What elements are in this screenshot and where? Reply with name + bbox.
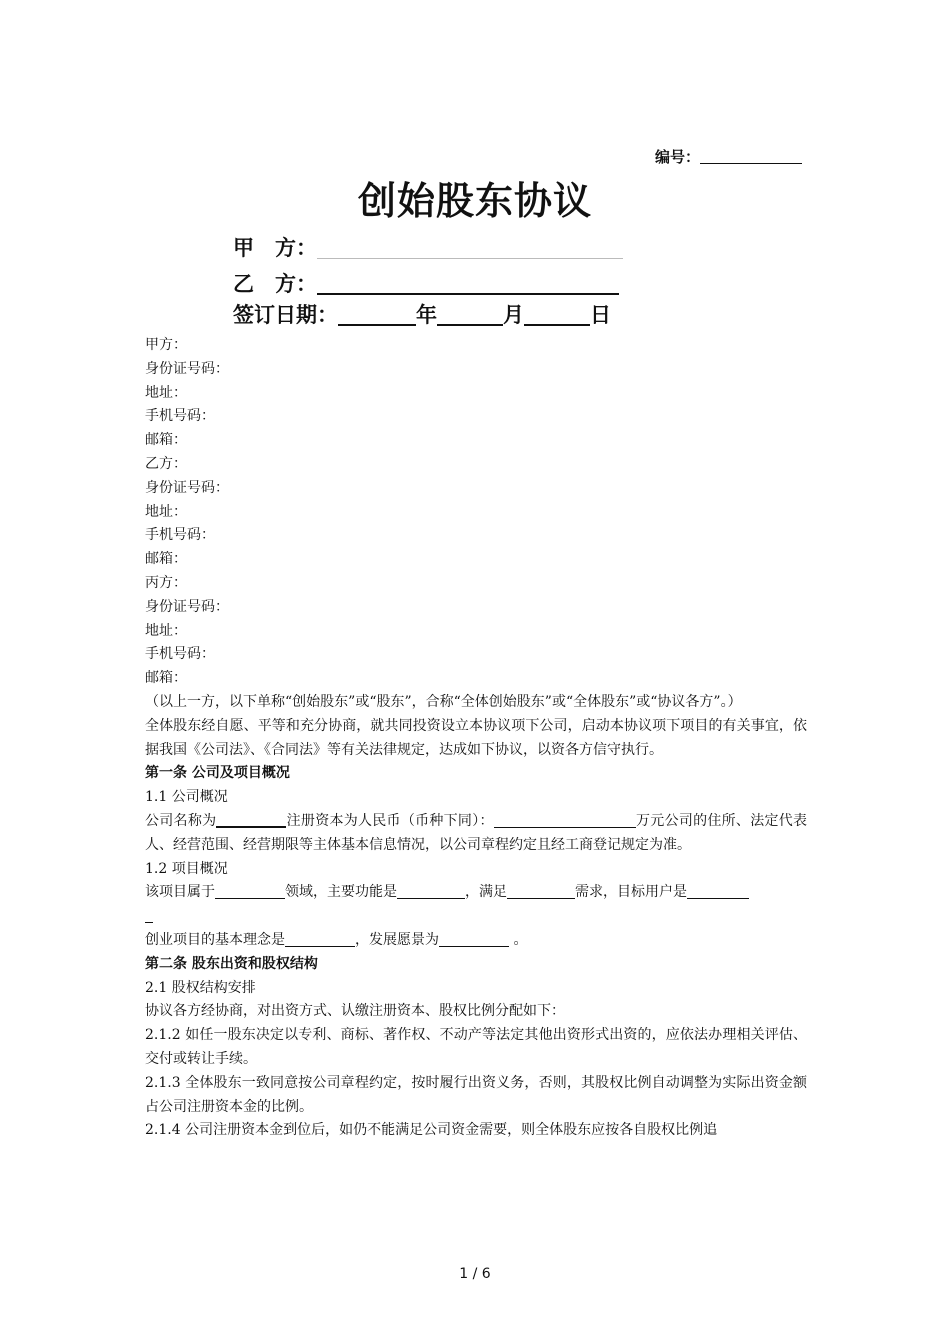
party-a-blank <box>317 238 623 259</box>
year-label: 年 <box>416 303 437 327</box>
section-2-1-2: 2.1.2 如任一股东决定以专利、商标、著作权、不动产等法定其他出资形式出资的，应依法办理相关评估、交付或转让手续。 <box>145 1027 807 1067</box>
preamble-note: （以上一方，以下单称“创始股东”或“股东”，合称“全体创始股东”或“全体股东”或“协议各方”。） <box>145 693 742 710</box>
demand-blank <box>507 884 575 899</box>
party-field: 甲方： <box>145 337 187 353</box>
party-field: 丙方： <box>145 574 187 591</box>
section-2-1-4: 2.1.4 公司注册资本金到位后，如仍不能满足公司资金需要，则全体股东应按各自股权比例追 <box>145 1122 718 1139</box>
company-name-blank <box>216 812 286 828</box>
section-1-2-title: 1.2 项目概况 <box>145 860 228 877</box>
document-body <box>145 334 807 1143</box>
party-field: 邮箱： <box>145 432 187 449</box>
party-field: 地址： <box>145 503 187 520</box>
serial-blank <box>700 149 802 164</box>
serial-label: 编号： <box>655 148 701 166</box>
party-field: 手机号码： <box>145 646 215 663</box>
section-2-1-title: 2.1 股权结构安排 <box>145 979 256 996</box>
party-field: 地址： <box>145 384 187 401</box>
article-1-heading: 第一条 公司及项目概况 <box>145 765 290 782</box>
function-blank <box>397 884 465 899</box>
party-field: 乙方： <box>145 455 187 472</box>
section-2-1-text: 协议各方经协商，对出资方式、认缴注册资本、股权比例分配如下： <box>145 1003 565 1020</box>
capital-blank <box>494 813 636 828</box>
preamble-intro: 全体股东经自愿、平等和充分协商，就共同投资设立本协议项下公司，启动本协议项下项目的有关事宜，依据我国《公司法》、《合同法》等有关法律规定，达成如下协议，以资各方信守执行。 <box>145 717 807 758</box>
party-field: 身份证号码： <box>145 360 229 377</box>
section-1-1-title: 1.1 公司概况 <box>145 789 228 806</box>
month-blank <box>437 304 503 326</box>
party-b-blank <box>317 273 619 295</box>
document-title: 创始股东协议 <box>357 179 592 223</box>
article-2-heading: 第二条 股东出资和股权结构 <box>145 955 318 972</box>
target-user-blank-cont <box>145 908 153 923</box>
section-1-2-text: 该项目属于 领域，主要功能是 ，满足 需求，目标用户是 <box>145 881 807 929</box>
section-2-1-3: 2.1.3 全体股东一致同意按公司章程约定，按时履行出资义务，否则，其股权比例自动调整为实际出资金额占公司注册资本金的比例。 <box>145 1074 807 1115</box>
cover-sign-date <box>233 299 611 329</box>
party-field: 身份证号码： <box>145 479 229 496</box>
party-field: 地址： <box>145 622 187 639</box>
section-1-2-concept: 创业项目的基本理念是 ，发展愿景为 。 <box>145 931 528 948</box>
year-blank <box>338 304 416 326</box>
sign-date-label: 签订日期： <box>233 303 338 327</box>
serial-number <box>655 146 802 167</box>
cover-party-b <box>233 268 619 298</box>
field-blank <box>215 884 285 899</box>
month-label: 月 <box>503 303 524 327</box>
concept-blank <box>285 932 355 947</box>
party-field: 邮箱： <box>145 670 187 687</box>
section-1-1-text: 公司名称为 注册资本为人民币（币种下同）： 万元公司的住所、法定代表人、经营范围、经营期限等主体基本信息情况，以公司章程约定且经工商登记规定为准。 <box>145 812 808 853</box>
party-field: 手机号码： <box>145 408 215 425</box>
target-user-blank <box>687 884 749 899</box>
party-field: 身份证号码： <box>145 598 229 615</box>
party-field: 邮箱： <box>145 551 187 568</box>
cover-party-a <box>233 232 623 262</box>
day-label: 日 <box>590 303 611 327</box>
page-number: 1 / 6 <box>459 1266 491 1282</box>
cover-party-a-label: 甲 方： <box>233 236 317 260</box>
party-field: 手机号码： <box>145 527 215 544</box>
vision-blank <box>439 932 509 947</box>
day-blank <box>524 304 590 326</box>
cover-party-b-label: 乙 方： <box>233 272 317 296</box>
